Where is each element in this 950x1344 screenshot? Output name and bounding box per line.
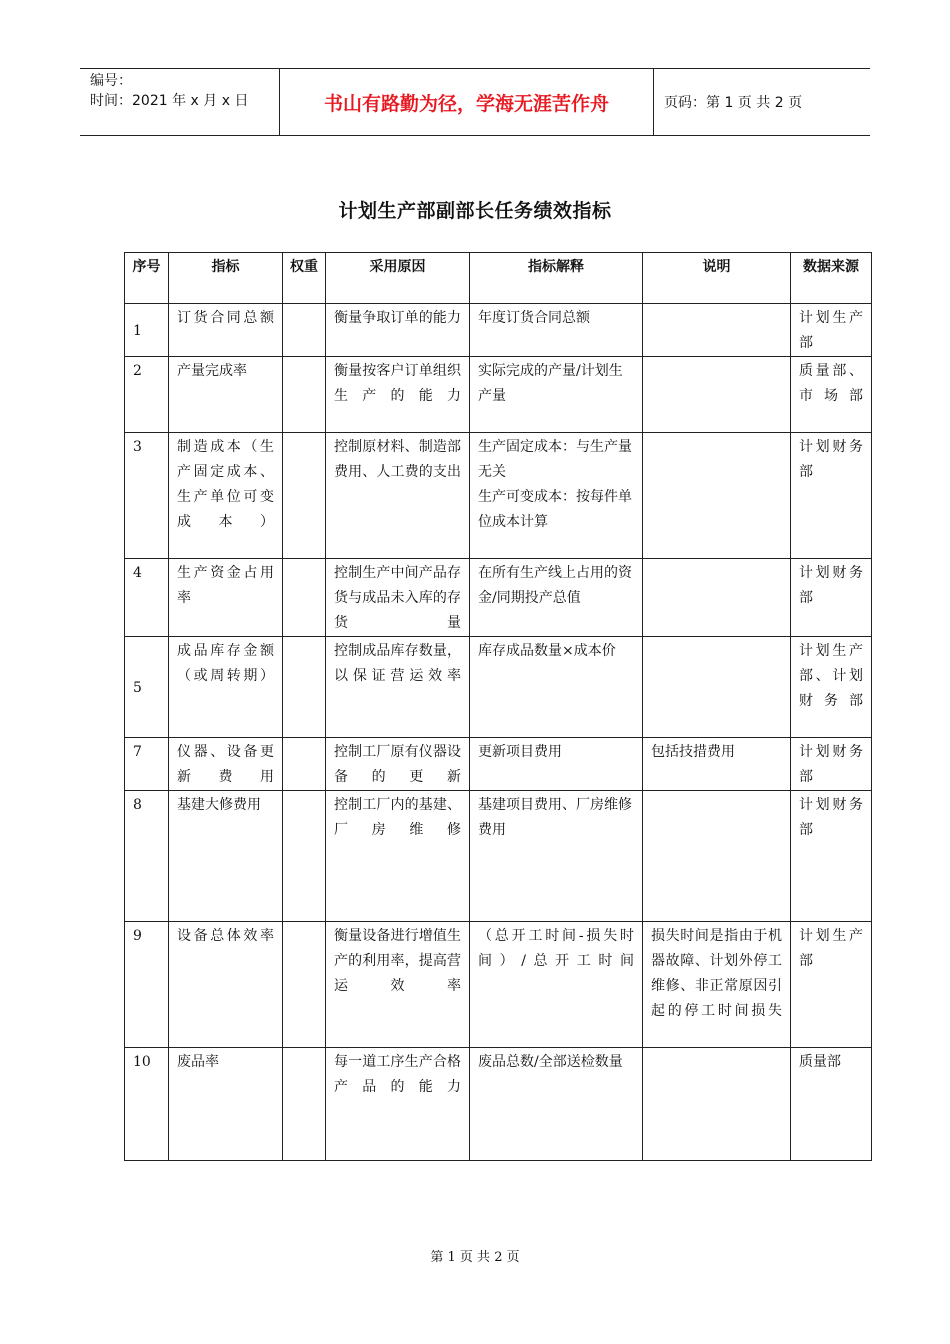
cell-seq: 4 [125, 559, 169, 637]
cell-source: 计划财务部 [791, 559, 872, 637]
cell-reason: 控制生产中间产品存货与成品未入库的存货量 [326, 559, 470, 637]
cell-weight [283, 559, 326, 637]
cell-source: 计划财务部 [791, 433, 872, 559]
header-source: 数据来源 [791, 253, 872, 304]
table-row [125, 791, 872, 922]
cell-reason: 控制工厂原有仪器设备的更新 [326, 738, 470, 791]
cell-weight [283, 433, 326, 559]
cell-note [643, 433, 791, 559]
header-meta [80, 69, 280, 135]
cell-weight [283, 304, 326, 357]
table-header-row [125, 253, 872, 304]
cell-explain: 在所有生产线上占用的资金/同期投产总值 [470, 559, 643, 637]
cell-source: 计划生产部 [791, 304, 872, 357]
cell-source: 计划生产部 [791, 922, 872, 1048]
table-row [125, 637, 872, 738]
cell-explain: 库存成品数量×成本价 [470, 637, 643, 738]
cell-note [643, 791, 791, 922]
cell-note [643, 304, 791, 357]
cell-indicator: 产量完成率 [169, 357, 283, 433]
cell-explain [470, 433, 643, 559]
cell-explain: 更新项目费用 [470, 738, 643, 791]
header-seq: 序号 [125, 253, 169, 304]
table-row [125, 559, 872, 637]
cell-note [643, 637, 791, 738]
cell-seq: 9 [125, 922, 169, 1048]
explain-line: 生产固定成本：与生产量无关 [478, 439, 632, 480]
table-row [125, 1048, 872, 1161]
cell-indicator: 生产资金占用率 [169, 559, 283, 637]
cell-reason: 衡量争取订单的能力 [326, 304, 470, 357]
cell-weight [283, 922, 326, 1048]
cell-indicator: 成品库存金额（或周转期） [169, 637, 283, 738]
cell-source: 计划财务部 [791, 791, 872, 922]
cell-weight [283, 357, 326, 433]
cell-source: 质量部 [791, 1048, 872, 1161]
cell-explain: 实际完成的产量/计划生产量 [470, 357, 643, 433]
cell-reason: 控制成品库存数量，以保证营运效率 [326, 637, 470, 738]
header-reason: 采用原因 [326, 253, 470, 304]
cell-indicator: 设备总体效率 [169, 922, 283, 1048]
cell-indicator: 基建大修费用 [169, 791, 283, 922]
cell-indicator: 订货合同总额 [169, 304, 283, 357]
cell-explain: 年度订货合同总额 [470, 304, 643, 357]
header-note: 说明 [643, 253, 791, 304]
cell-seq: 5 [125, 637, 169, 738]
cell-explain: 废品总数/全部送检数量 [470, 1048, 643, 1161]
cell-indicator: 仪器、设备更新费用 [169, 738, 283, 791]
cell-reason: 控制工厂内的基建、厂房维修 [326, 791, 470, 922]
table-row [125, 304, 872, 357]
cell-reason: 每一道工序生产合格产品的能力 [326, 1048, 470, 1161]
explain-line: 生产可变成本：按每件单位成本计算 [478, 489, 632, 530]
header-indicator: 指标 [169, 253, 283, 304]
header-page-info: 页码：第 1 页 共 2 页 [664, 95, 803, 111]
cell-seq: 8 [125, 791, 169, 922]
cell-reason: 衡量设备进行增值生产的利用率，提高营运效率 [326, 922, 470, 1048]
header-motto: 书山有路勤为径，学海无涯苦作舟 [280, 69, 654, 135]
cell-seq: 2 [125, 357, 169, 433]
cell-indicator: 废品率 [169, 1048, 283, 1161]
cell-seq: 7 [125, 738, 169, 791]
cell-seq: 3 [125, 433, 169, 559]
kpi-table [124, 252, 872, 1161]
header-explain: 指标解释 [470, 253, 643, 304]
table-row [125, 922, 872, 1048]
cell-weight [283, 738, 326, 791]
header-weight: 权重 [283, 253, 326, 304]
document-number-label: 编号： [90, 73, 132, 89]
cell-indicator: 制造成本（生产固定成本、生产单位可变成本） [169, 433, 283, 559]
page-header [80, 68, 870, 136]
cell-explain: （总开工时间-损失时间）/总开工时间 [470, 922, 643, 1048]
cell-weight [283, 637, 326, 738]
cell-explain: 基建项目费用、厂房维修费用 [470, 791, 643, 922]
cell-note: 损失时间是指由于机器故障、计划外停工维修、非正常原因引起的停工时间损失 [643, 922, 791, 1048]
table-row [125, 738, 872, 791]
document-title: 计划生产部副部长任务绩效指标 [338, 200, 612, 222]
cell-weight [283, 1048, 326, 1161]
table-row [125, 433, 872, 559]
cell-source: 计划生产部、计划财务部 [791, 637, 872, 738]
page-footer: 第 1 页 共 2 页 [430, 1250, 520, 1265]
cell-reason: 控制原材料、制造部费用、人工费的支出 [326, 433, 470, 559]
cell-seq: 1 [125, 304, 169, 357]
cell-source: 质量部、市场部 [791, 357, 872, 433]
cell-seq: 10 [125, 1048, 169, 1161]
document-time-label: 时间：2021 年 x 月 x 日 [90, 93, 249, 109]
cell-note [643, 357, 791, 433]
cell-note [643, 1048, 791, 1161]
table-row [125, 357, 872, 433]
cell-source: 计划财务部 [791, 738, 872, 791]
cell-reason: 衡量按客户订单组织生产的能力 [326, 357, 470, 433]
cell-note: 包括技措费用 [643, 738, 791, 791]
cell-note [643, 559, 791, 637]
cell-weight [283, 791, 326, 922]
